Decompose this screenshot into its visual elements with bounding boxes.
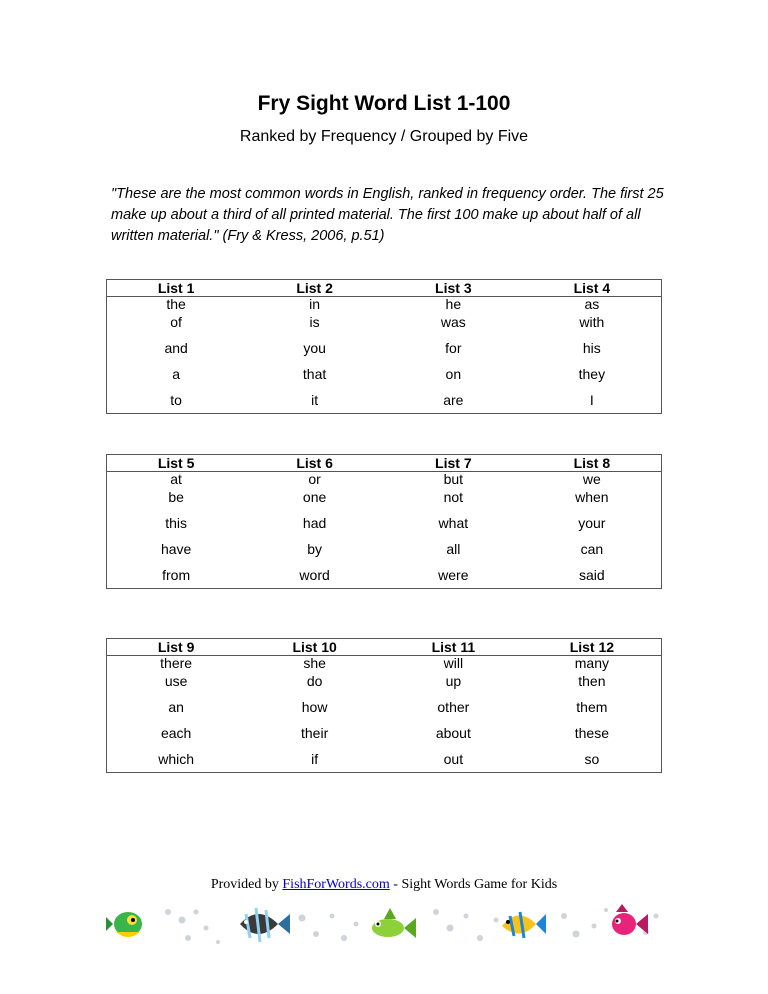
intro-quote: "These are the most common words in English, ranked in frequency order. The first 25 make up about a third of all printed material. The first 100 make up about half of all written material." (Fry & Kress, 2006, p.51): [111, 186, 664, 244]
word-cell: or: [308, 471, 321, 487]
table-row: [107, 726, 662, 752]
word-cell: was: [440, 314, 466, 330]
word-table-2: [106, 454, 662, 589]
word-cell: out: [443, 751, 464, 767]
table-row: [107, 315, 662, 341]
list-header: List 1: [107, 280, 246, 297]
word-cell: this: [165, 515, 188, 531]
word-cell: a: [172, 366, 181, 382]
word-cell: all: [446, 541, 461, 557]
page-title: Fry Sight Word List 1-100: [257, 92, 511, 115]
word-cell: word: [299, 567, 330, 583]
word-cell: is: [309, 314, 320, 330]
word-cell: of: [170, 314, 182, 330]
word-cell: the: [166, 296, 186, 312]
word-cell: other: [437, 699, 470, 715]
word-cell: but: [443, 471, 464, 487]
word-cell: by: [307, 541, 322, 557]
table-row: [107, 700, 662, 726]
word-cell: when: [575, 489, 609, 505]
list-header: List 10: [245, 639, 384, 656]
word-cell: I: [589, 392, 594, 408]
word-cell: we: [582, 471, 601, 487]
table-header-row: [107, 455, 662, 472]
word-table-3: [106, 638, 662, 773]
word-cell: not: [443, 489, 464, 505]
table-header-row: [107, 639, 662, 656]
word-cell: their: [301, 725, 329, 741]
word-cell: for: [445, 340, 462, 356]
word-cell: many: [574, 655, 609, 671]
table-row: [107, 542, 662, 568]
word-cell: up: [445, 673, 462, 689]
list-header: List 8: [523, 455, 662, 472]
word-cell: his: [582, 340, 601, 356]
word-cell: were: [438, 567, 469, 583]
footer-credit: [0, 877, 768, 893]
page-subtitle: Ranked by Frequency / Grouped by Five: [239, 128, 529, 145]
word-cell: as: [584, 296, 600, 312]
list-header: List 11: [384, 639, 523, 656]
table-row: [107, 516, 662, 542]
word-cell: your: [578, 515, 606, 531]
word-cell: and: [164, 340, 188, 356]
table-row: [107, 367, 662, 393]
list-header: List 6: [245, 455, 384, 472]
word-cell: which: [158, 751, 195, 767]
word-cell: he: [445, 296, 462, 312]
list-header: List 3: [384, 280, 523, 297]
word-cell: to: [170, 392, 182, 408]
fishforwords-link[interactable]: FishForWords.com: [282, 877, 390, 892]
word-cell: said: [579, 567, 605, 583]
lime-fish-icon: [372, 908, 416, 938]
word-cell: in: [309, 296, 321, 312]
word-cell: about: [435, 725, 471, 741]
table-row: [107, 472, 662, 491]
word-cell: from: [162, 567, 191, 583]
word-cell: on: [445, 366, 462, 382]
word-cell: that: [302, 366, 327, 382]
list-header: List 9: [107, 639, 246, 656]
word-cell: so: [584, 751, 600, 767]
table-row: [107, 490, 662, 516]
word-cell: how: [301, 699, 328, 715]
list-header: List 12: [523, 639, 662, 656]
word-cell: will: [443, 655, 464, 671]
table-header-row: [107, 280, 662, 297]
word-table-1: [106, 279, 662, 414]
word-cell: with: [579, 314, 605, 330]
striped-fish-icon: [240, 908, 290, 942]
word-cell: if: [311, 751, 319, 767]
word-cell: them: [576, 699, 608, 715]
word-cell: an: [168, 699, 184, 715]
green-fish-icon: [106, 912, 142, 937]
word-cell: it: [311, 392, 319, 408]
yellow-fish-icon: [502, 912, 546, 938]
word-cell: be: [168, 489, 184, 505]
list-header: List 4: [523, 280, 662, 297]
table-row: [107, 656, 662, 675]
word-cell: one: [302, 489, 327, 505]
table-row: [107, 674, 662, 700]
footer-suffix: - Sight Words Game for Kids: [393, 877, 558, 892]
word-cell: there: [160, 655, 193, 671]
word-cell: then: [578, 673, 606, 689]
word-cell: each: [160, 725, 192, 741]
word-cell: have: [160, 541, 192, 557]
list-header: List 2: [245, 280, 384, 297]
word-cell: are: [443, 392, 464, 408]
footer-prefix: Provided by: [210, 877, 279, 892]
word-cell: what: [438, 515, 469, 531]
word-cell: use: [164, 673, 188, 689]
table-row: [107, 568, 662, 589]
word-cell: had: [302, 515, 327, 531]
word-cell: these: [574, 725, 609, 741]
word-cell: at: [170, 471, 182, 487]
word-cell: she: [303, 655, 326, 671]
fish-decoration-bar: [106, 898, 662, 950]
word-cell: can: [580, 541, 604, 557]
pink-fish-icon: [612, 904, 648, 935]
list-header: List 7: [384, 455, 523, 472]
table-row: [107, 297, 662, 316]
word-cell: do: [306, 673, 323, 689]
word-cell: you: [303, 340, 326, 356]
table-row: [107, 752, 662, 773]
word-cell: they: [578, 366, 606, 382]
table-row: [107, 341, 662, 367]
table-row: [107, 393, 662, 414]
list-header: List 5: [107, 455, 246, 472]
